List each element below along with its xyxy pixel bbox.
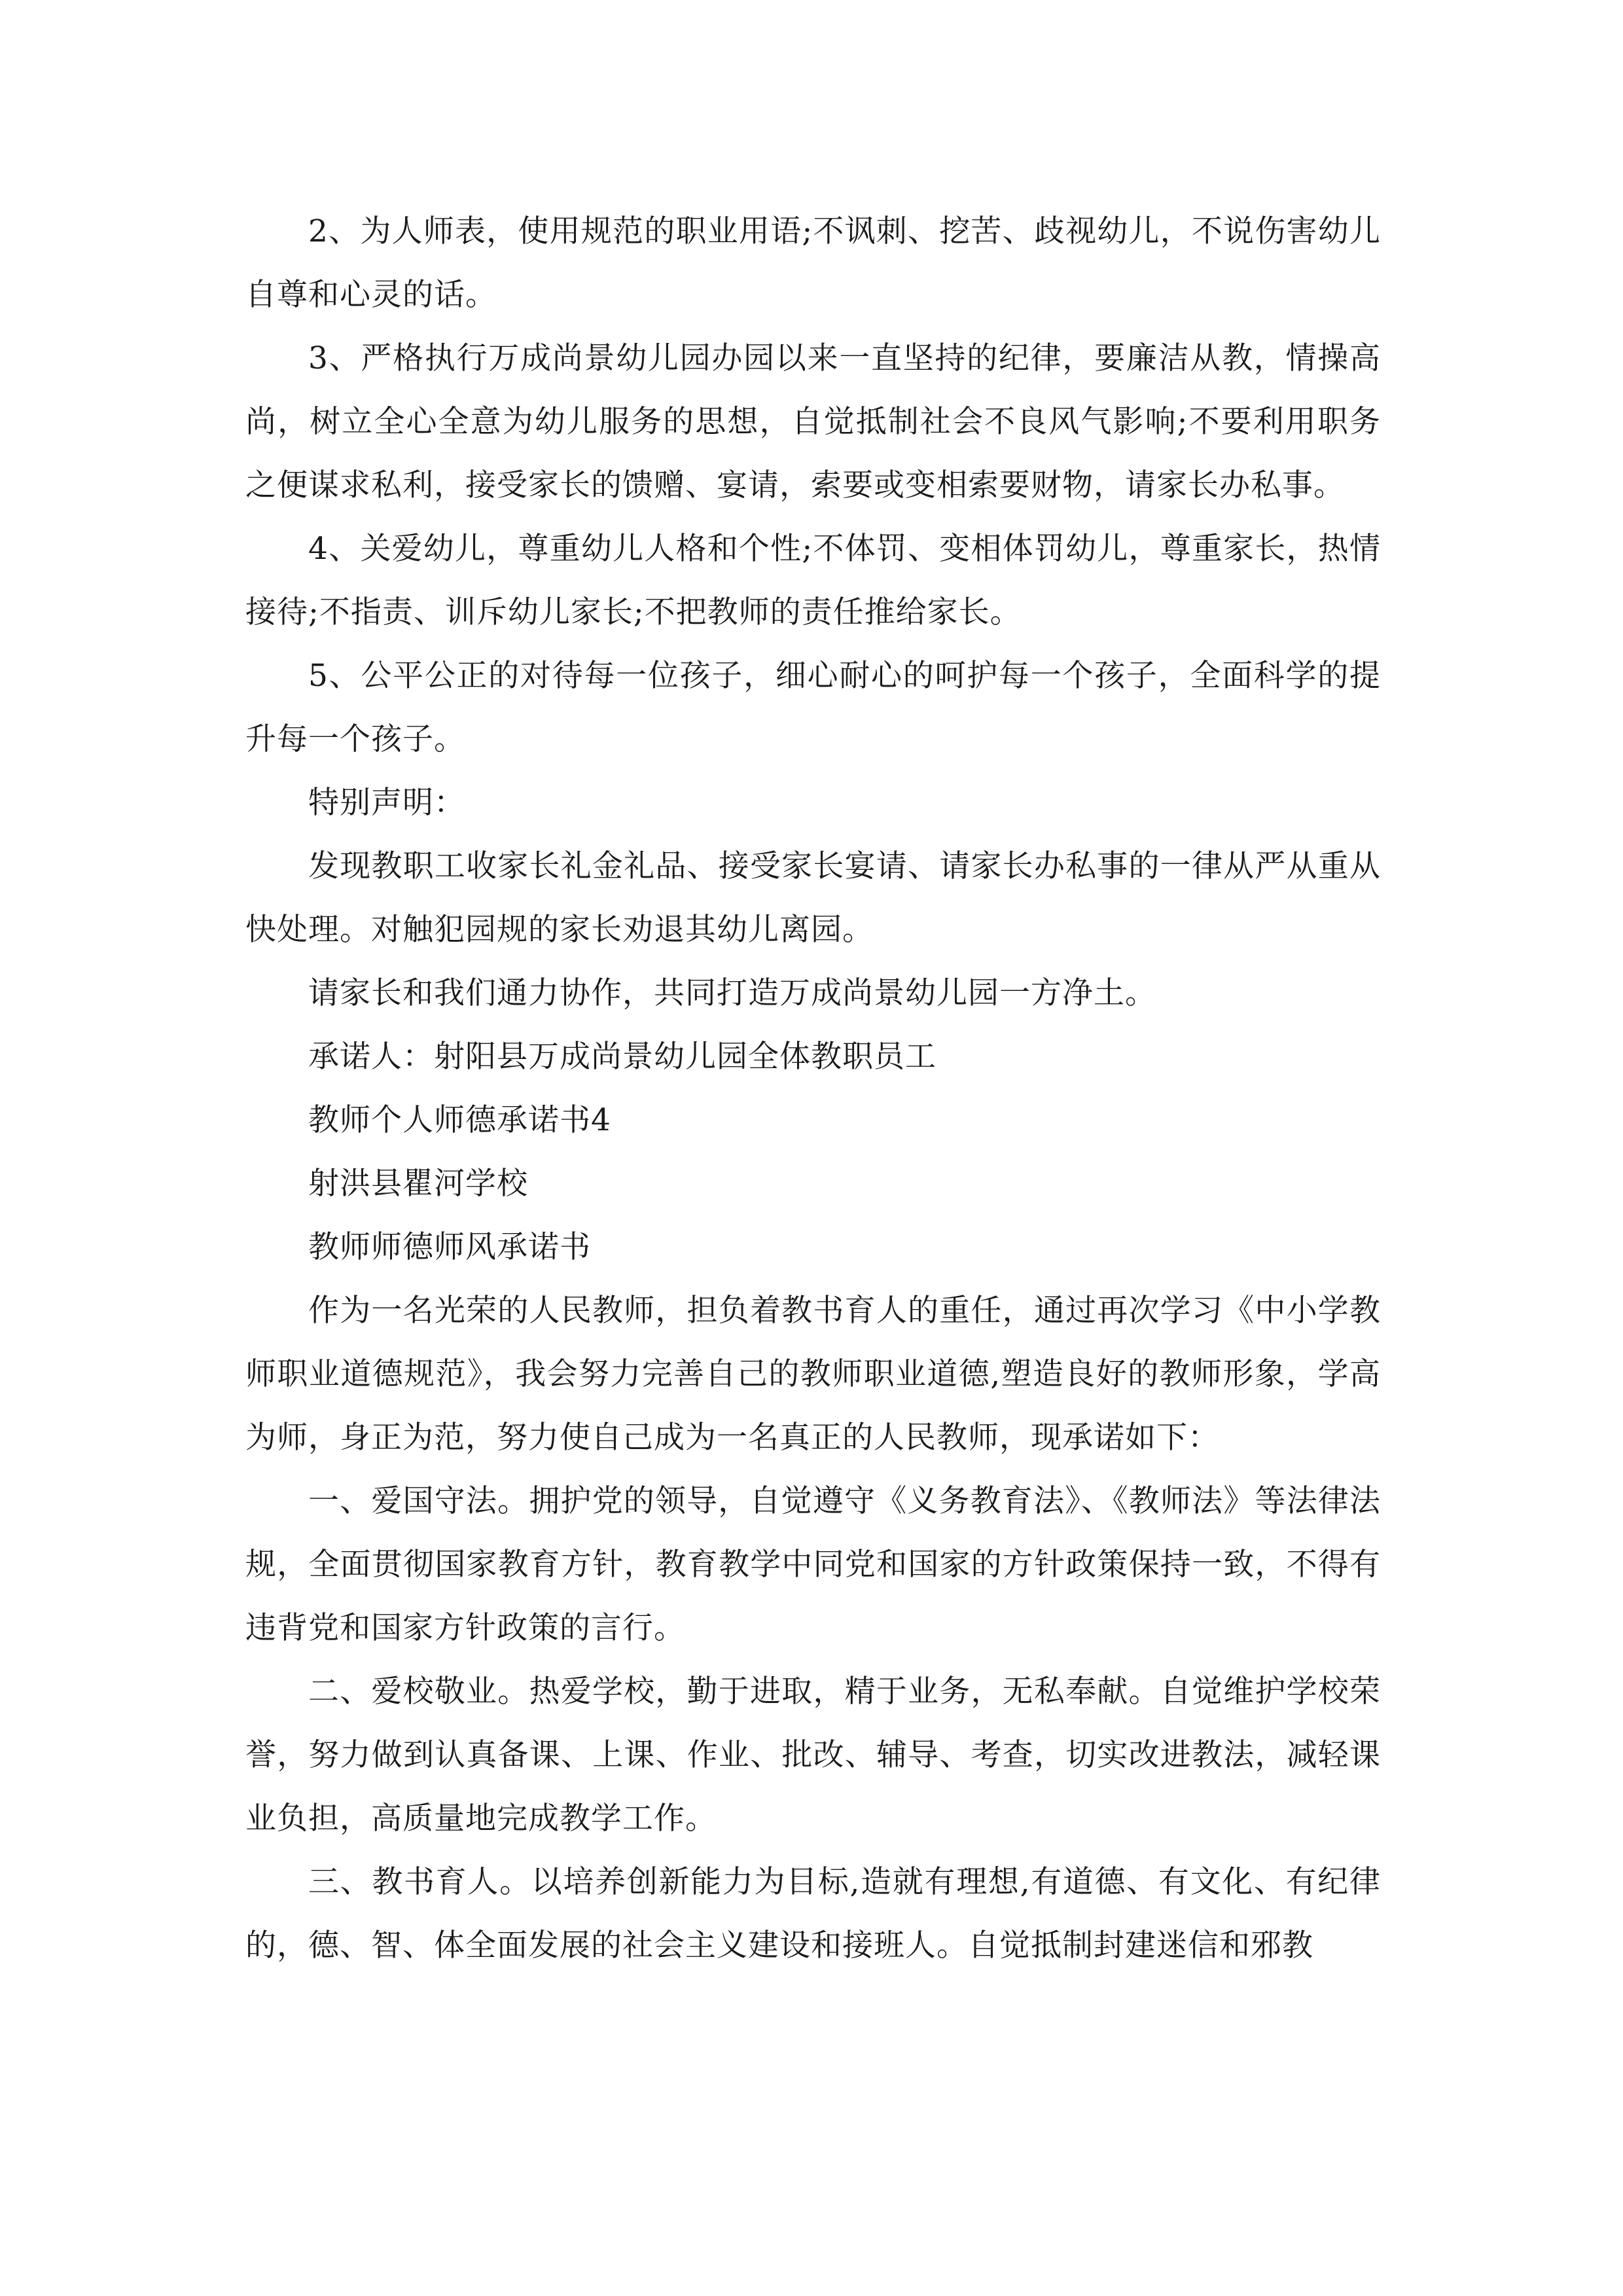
paragraph: 二、爱校敬业。热爱学校，勤于进取，精于业务，无私奉献。自觉维护学校荣誉，努力做到认真备课、上课、作业、批改、辅导、考查，切实改进教法，减轻课业负担，高质量地完成教学工作。 [245, 1674, 1381, 1837]
pledge-title: 教师师德师风承诺书 [308, 1229, 591, 1265]
paragraph: 3、严格执行万成尚景幼儿园办园以来一直坚持的纪律，要廉洁从教，情操高尚，树立全心全意为幼儿服务的思想，自觉抵制社会不良风气影响;不要利用职务之便谋求私利，接受家长的馈赠、宴请，索要或变相索要财物，请家长办私事。 [245, 340, 1381, 503]
paragraph: 作为一名光荣的人民教师，担负着教书育人的重任，通过再次学习《中小学教师职业道德规范》，我会努力完善自己的教师职业道德,塑造良好的教师形象，学高为师，身正为范，努力使自己成为一名真正的人民教师，现承诺如下： [245, 1293, 1381, 1456]
paragraph: 请家长和我们通力协作，共同打造万成尚景幼儿园一方净土。 [308, 975, 1156, 1011]
document-title: 教师个人师德承诺书4 [308, 1102, 611, 1138]
document-body [245, 200, 1381, 1977]
section-heading: 特别声明： [308, 785, 465, 821]
paragraph: 一、爱国守法。拥护党的领导，自觉遵守《义务教育法》、《教师法》等法律法规，全面贯彻国家教育方针，教育教学中同党和国家的方针政策保持一致，不得有违背党和国家方针政策的言行。 [245, 1483, 1381, 1646]
paragraph: 三、教书育人。以培养创新能力为目标,造就有理想,有道德、有文化、有纪律的，德、智、体全面发展的社会主义建设和接班人。自觉抵制封建迷信和邪教 [245, 1864, 1381, 1964]
paragraph: 发现教职工收家长礼金礼品、接受家长宴请、请家长办私事的一律从严从重从快处理。对触犯园规的家长劝退其幼儿离园。 [245, 848, 1381, 948]
signatory-line: 承诺人：射阳县万成尚景幼儿园全体教职员工 [308, 1039, 936, 1075]
school-name: 射洪县瞿河学校 [308, 1166, 528, 1202]
paragraph: 4、关爱幼儿，尊重幼儿人格和个性;不体罚、变相体罚幼儿，尊重家长，热情接待;不指责、训斥幼儿家长;不把教师的责任推给家长。 [245, 531, 1381, 630]
paragraph: 5、公平公正的对待每一位孩子，细心耐心的呵护每一个孩子，全面科学的提升每一个孩子。 [245, 658, 1381, 757]
paragraph: 2、为人师表，使用规范的职业用语;不讽刺、挖苦、歧视幼儿，不说伤害幼儿自尊和心灵的话。 [245, 213, 1381, 313]
